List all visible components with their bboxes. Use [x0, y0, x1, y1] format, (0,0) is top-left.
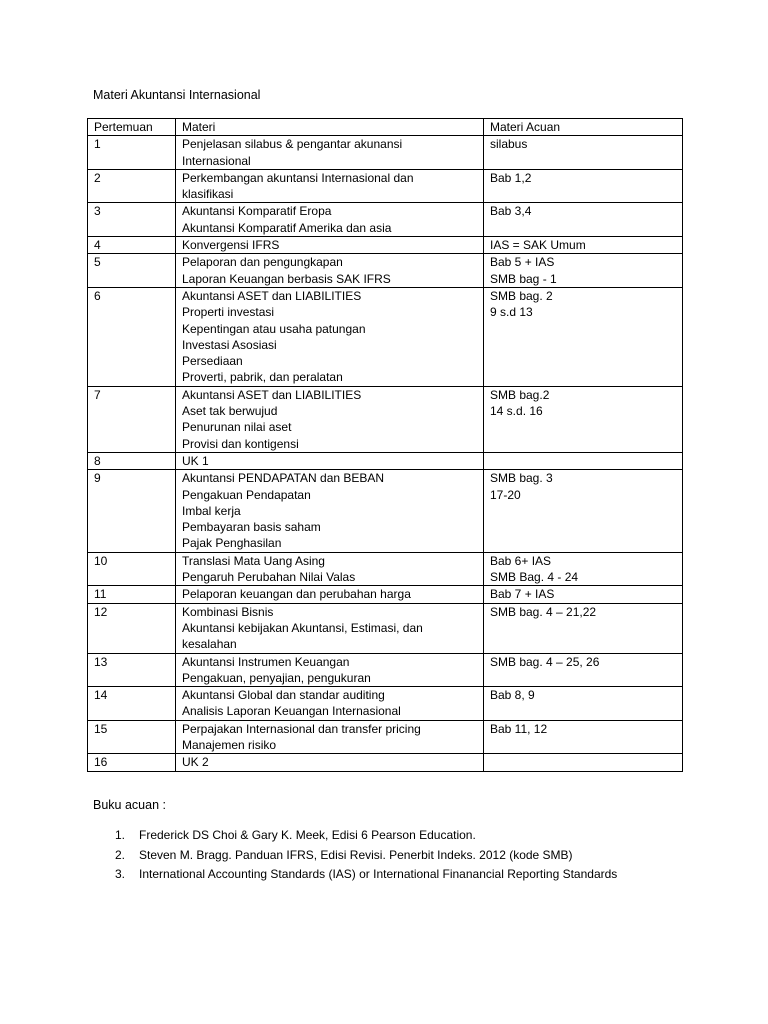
- materi-acuan-cell: [484, 203, 683, 237]
- materi-table: [87, 118, 683, 772]
- acuan-line: SMB bag - 1: [490, 271, 557, 286]
- materi-line: Akuntansi Komparatif Eropa: [182, 204, 332, 219]
- materi-cell: [176, 136, 484, 170]
- materi-line: Internasional: [182, 153, 251, 168]
- list-item: [93, 867, 617, 887]
- materi-acuan-cell: [484, 653, 683, 687]
- materi-line: Persediaan: [182, 354, 243, 369]
- materi-acuan-cell: [484, 237, 683, 254]
- materi-line: Pajak Penghasilan: [182, 536, 282, 551]
- materi-line: kesalahan: [182, 637, 237, 652]
- reference-text: Frederick DS Choi & Gary K. Meek, Edisi 6 Pearson Education.: [139, 828, 476, 842]
- acuan-line: Bab 6+ IAS: [490, 553, 552, 568]
- materi-line: Akuntansi Komparatif Amerika dan asia: [182, 220, 392, 235]
- table-row: [88, 687, 683, 721]
- materi-acuan-cell: [484, 754, 683, 771]
- materi-cell: [176, 552, 484, 586]
- materi-line: Akuntansi Instrumen Keuangan: [182, 654, 350, 669]
- materi-line: Akuntansi PENDAPATAN dan BEBAN: [182, 471, 385, 486]
- materi-acuan-cell: [484, 720, 683, 754]
- materi-line: Akuntansi ASET dan LIABILITIES: [182, 387, 362, 402]
- materi-cell: [176, 452, 484, 469]
- materi-line: Penjelasan silabus & pengantar akunansi: [182, 137, 403, 152]
- acuan-line: SMB bag. 4 – 21,22: [490, 604, 597, 619]
- pertemuan-cell: 11: [88, 586, 176, 603]
- pertemuan-cell: 7: [88, 386, 176, 452]
- materi-line: Provisi dan kontigensi: [182, 436, 299, 451]
- materi-acuan-cell: [484, 586, 683, 603]
- materi-line: Konvergensi IFRS: [182, 238, 280, 253]
- materi-line: Analisis Laporan Keuangan Internasional: [182, 704, 401, 719]
- acuan-line: Bab 8, 9: [490, 688, 535, 703]
- materi-cell: [176, 386, 484, 452]
- materi-line: Pembayaran basis saham: [182, 520, 321, 535]
- materi-line: UK 1: [182, 453, 209, 468]
- reference-text: International Accounting Standards (IAS) or International Finanancial Reporting Standards: [139, 867, 618, 881]
- reference-list: [93, 828, 617, 887]
- pertemuan-cell: 3: [88, 203, 176, 237]
- materi-line: Proverti, pabrik, dan peralatan: [182, 370, 343, 385]
- pertemuan-cell: 5: [88, 254, 176, 288]
- acuan-line: SMB bag. 3: [490, 471, 553, 486]
- header-materi-acuan: Materi Acuan: [484, 119, 683, 136]
- pertemuan-cell: 12: [88, 603, 176, 653]
- table-row: [88, 254, 683, 288]
- acuan-line: [490, 453, 676, 469]
- materi-line: Imbal kerja: [182, 503, 241, 518]
- materi-cell: [176, 653, 484, 687]
- materi-cell: [176, 720, 484, 754]
- acuan-line: 17-20: [490, 487, 521, 502]
- materi-cell: [176, 687, 484, 721]
- acuan-line: SMB bag.2: [490, 387, 550, 402]
- table-row: [88, 603, 683, 653]
- table-header-row: [88, 119, 683, 136]
- pertemuan-cell: 6: [88, 287, 176, 386]
- table-row: [88, 653, 683, 687]
- materi-line: Penurunan nilai aset: [182, 420, 292, 435]
- materi-acuan-cell: [484, 687, 683, 721]
- materi-cell: [176, 586, 484, 603]
- materi-line: Akuntansi Global dan standar auditing: [182, 688, 385, 703]
- header-pertemuan: Pertemuan: [88, 119, 176, 136]
- table-row: [88, 586, 683, 603]
- pertemuan-cell: 4: [88, 237, 176, 254]
- acuan-line: SMB Bag. 4 - 24: [490, 570, 579, 585]
- table-row: [88, 720, 683, 754]
- materi-line: Perpajakan Internasional dan transfer pricing: [182, 721, 421, 736]
- materi-line: Pengaruh Perubahan Nilai Valas: [182, 570, 356, 585]
- materi-line: Kepentingan atau usaha patungan: [182, 321, 366, 336]
- materi-acuan-cell: [484, 254, 683, 288]
- pertemuan-cell: 14: [88, 687, 176, 721]
- acuan-line: 9 s.d 13: [490, 305, 533, 320]
- materi-line: Properti investasi: [182, 305, 275, 320]
- materi-cell: [176, 237, 484, 254]
- materi-line: Laporan Keuangan berbasis SAK IFRS: [182, 271, 391, 286]
- materi-line: Translasi Mata Uang Asing: [182, 553, 325, 568]
- materi-acuan-cell: [484, 470, 683, 552]
- pertemuan-cell: 2: [88, 169, 176, 203]
- acuan-line: Bab 3,4: [490, 204, 532, 219]
- materi-cell: [176, 169, 484, 203]
- materi-line: Pelaporan keuangan dan perubahan harga: [182, 587, 411, 602]
- materi-line: Akuntansi ASET dan LIABILITIES: [182, 288, 362, 303]
- pertemuan-cell: 13: [88, 653, 176, 687]
- table-row: [88, 287, 683, 386]
- pertemuan-cell: 9: [88, 470, 176, 552]
- table-row: [88, 169, 683, 203]
- pertemuan-cell: 16: [88, 754, 176, 771]
- table-body: [88, 136, 683, 771]
- materi-line: Investasi Asosiasi: [182, 337, 277, 352]
- materi-line: Pelaporan dan pengungkapan: [182, 255, 343, 270]
- acuan-line: Bab 11, 12: [490, 721, 548, 736]
- table-row: [88, 470, 683, 552]
- acuan-line: SMB bag. 4 – 25, 26: [490, 654, 600, 669]
- materi-acuan-cell: [484, 552, 683, 586]
- acuan-line: Bab 7 + IAS: [490, 587, 555, 602]
- materi-line: Pengakuan, penyajian, pengukuran: [182, 670, 371, 685]
- materi-acuan-cell: [484, 169, 683, 203]
- materi-acuan-cell: [484, 287, 683, 386]
- pertemuan-cell: 1: [88, 136, 176, 170]
- table-row: [88, 754, 683, 771]
- table-row: [88, 136, 683, 170]
- list-item: [93, 848, 617, 868]
- materi-line: UK 2: [182, 755, 209, 770]
- acuan-line: IAS = SAK Umum: [490, 238, 586, 253]
- acuan-line: [490, 754, 676, 770]
- pertemuan-cell: 10: [88, 552, 176, 586]
- materi-cell: [176, 603, 484, 653]
- materi-line: Kombinasi Bisnis: [182, 604, 274, 619]
- materi-acuan-cell: [484, 386, 683, 452]
- table-row: [88, 237, 683, 254]
- materi-cell: [176, 203, 484, 237]
- materi-line: Akuntansi kebijakan Akuntansi, Estimasi, dan: [182, 620, 423, 635]
- table-row: [88, 386, 683, 452]
- materi-line: klasifikasi: [182, 187, 234, 202]
- list-item: [93, 828, 617, 848]
- buku-acuan-title: Buku acuan :: [93, 798, 166, 812]
- header-materi: Materi: [176, 119, 484, 136]
- materi-acuan-cell: [484, 136, 683, 170]
- acuan-line: silabus: [490, 137, 528, 152]
- list-number: 1.: [115, 828, 126, 842]
- table-row: [88, 203, 683, 237]
- table-row: [88, 552, 683, 586]
- acuan-line: 14 s.d. 16: [490, 404, 543, 419]
- reference-text: Steven M. Bragg. Panduan IFRS, Edisi Revisi. Penerbit Indeks. 2012 (kode SMB): [139, 847, 573, 862]
- materi-line: Manajemen risiko: [182, 737, 277, 752]
- acuan-line: Bab 1,2: [490, 170, 532, 185]
- materi-cell: [176, 754, 484, 771]
- acuan-line: SMB bag. 2: [490, 288, 553, 303]
- acuan-line: Bab 5 + IAS: [490, 255, 555, 270]
- materi-line: Pengakuan Pendapatan: [182, 487, 311, 502]
- materi-cell: [176, 287, 484, 386]
- list-number: 2.: [115, 847, 126, 862]
- list-number: 3.: [115, 867, 126, 881]
- materi-line: Perkembangan akuntansi Internasional dan: [182, 170, 414, 185]
- materi-acuan-cell: [484, 452, 683, 469]
- pertemuan-cell: 8: [88, 452, 176, 469]
- materi-cell: [176, 470, 484, 552]
- page-title: Materi Akuntansi Internasional: [93, 88, 261, 102]
- materi-acuan-cell: [484, 603, 683, 653]
- table-row: [88, 452, 683, 469]
- materi-cell: [176, 254, 484, 288]
- pertemuan-cell: 15: [88, 720, 176, 754]
- materi-line: Aset tak berwujud: [182, 404, 278, 419]
